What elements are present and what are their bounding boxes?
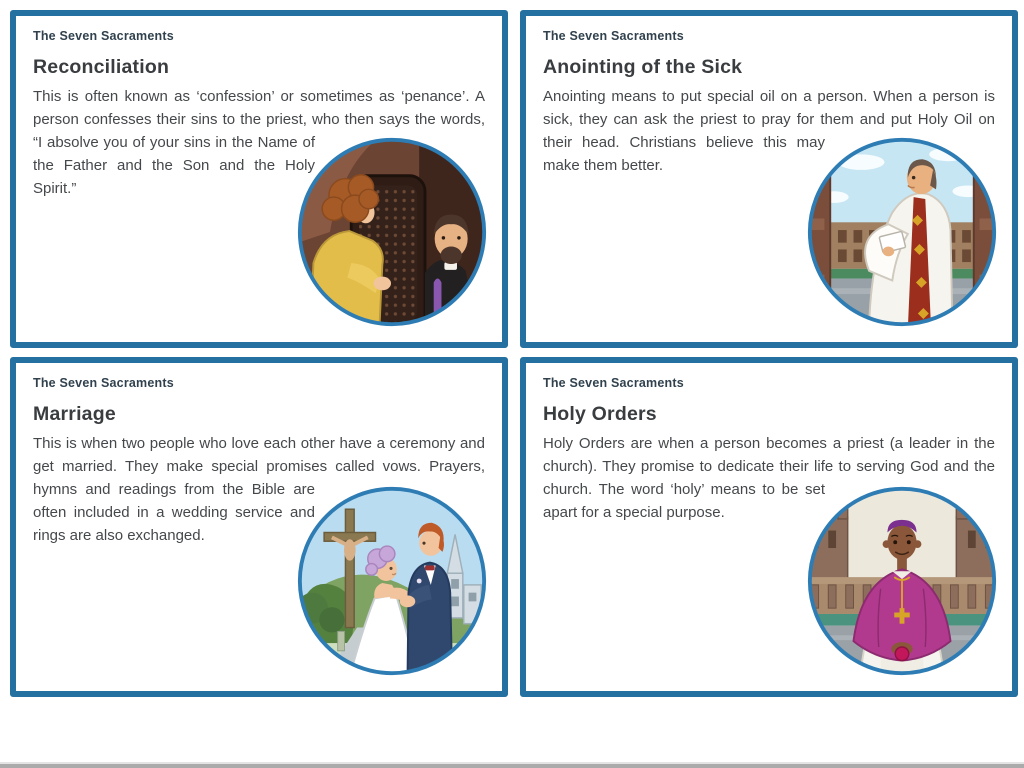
card-series-label: The Seven Sacraments: [543, 29, 684, 43]
card-series-label: The Seven Sacraments: [33, 29, 174, 43]
wedding-couple-scene-icon: [295, 484, 489, 678]
confession-scene-icon: [295, 135, 489, 329]
bishop-scene-icon: [805, 484, 999, 678]
bottom-bar: [0, 764, 1024, 768]
card-anointing-of-the-sick: [520, 10, 1018, 348]
card-title: Anointing of the Sick: [543, 56, 743, 78]
card-body-text: Holy Orders are when a person becomes a priest (a leader in the church). They promise to dedicate their life to serving God and the church. The word ‘holy’ means to be set apart for a special purpose.: [543, 435, 995, 521]
card-body-text: Anointing means to put special oil on a person. When a person is sick, they can ask the priest to pray for them and put Holy Oil on their head. Christians believe this may make them better.: [543, 88, 995, 174]
card-marriage: [10, 357, 508, 697]
card-series-label: The Seven Sacraments: [543, 376, 684, 390]
card-marriage-content: [16, 363, 502, 691]
priest-anointing-scene-icon: [805, 135, 999, 329]
card-title: Holy Orders: [543, 403, 657, 425]
card-holy-orders-content: [526, 363, 1012, 691]
card-reconciliation-content: [16, 16, 502, 342]
card-title: Reconciliation: [33, 56, 170, 78]
card-title: Marriage: [33, 403, 116, 425]
card-body-text: This is when two people who love each other have a ceremony and get married. They make special promises called vows. Prayers, hymns and readings from the Bible are often included in a wedding service and rings are also exchanged.: [33, 435, 485, 544]
card-anointing-content: [526, 16, 1012, 342]
card-body-text: This is often known as ‘confession’ or sometimes as ‘penance’. A person confesses their sins to the priest, who then says the words, “I absolve you of your sins in the Name of the Father and the Son and the Holy Spirit.”: [33, 88, 485, 197]
card-holy-orders: [520, 357, 1018, 697]
card-series-label: The Seven Sacraments: [33, 376, 174, 390]
card-reconciliation: [10, 10, 508, 348]
